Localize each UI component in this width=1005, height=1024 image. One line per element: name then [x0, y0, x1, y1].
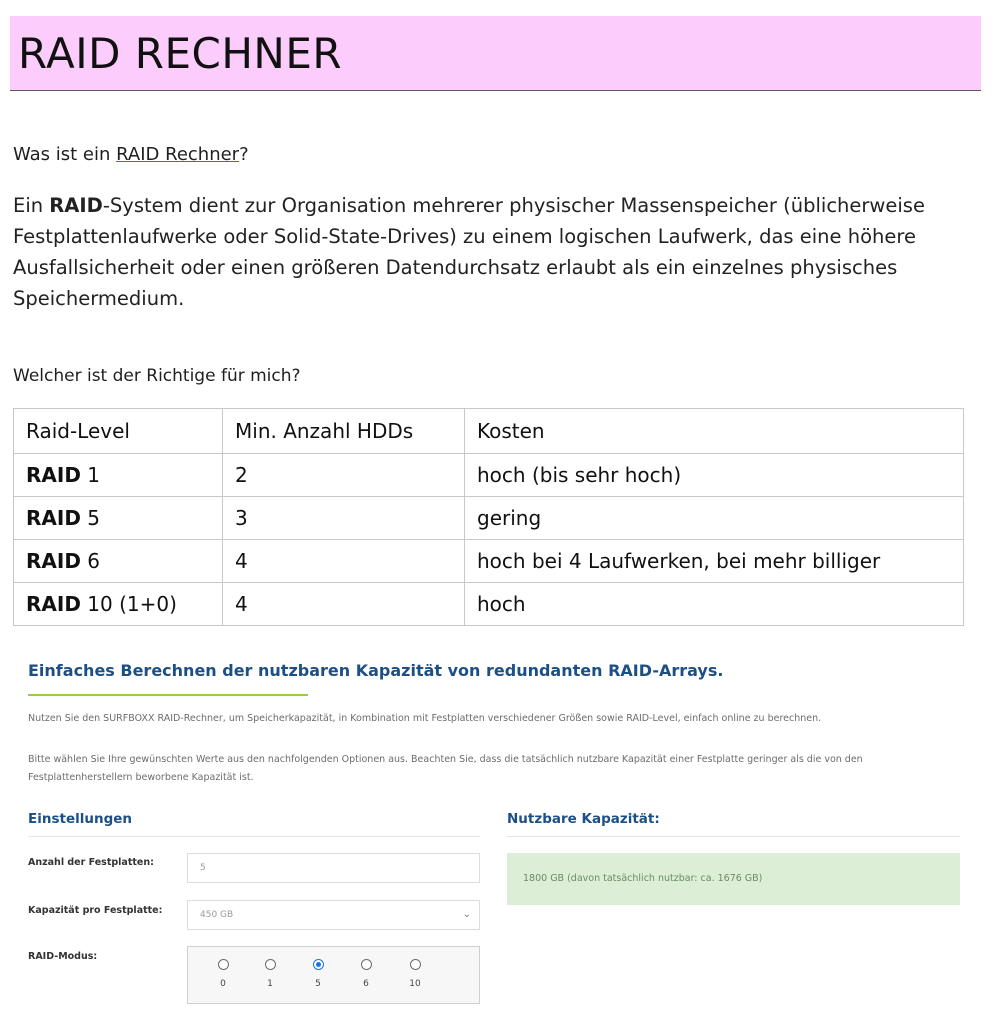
cell-level-bold: RAID	[26, 506, 81, 530]
result-text: 1800 GB (davon tatsächlich nutzbar: ca. 1676 GB)	[523, 873, 763, 884]
radio-button-0[interactable]	[218, 959, 229, 970]
radio-button-1[interactable]	[265, 959, 276, 970]
cell-min: 2	[223, 454, 465, 497]
title-underline	[28, 694, 308, 696]
raid-mode-option-6[interactable]	[351, 959, 381, 989]
raid-mode-option-5[interactable]	[303, 959, 333, 989]
chevron-down-icon: ⌄	[462, 909, 471, 920]
cell-level-bold: RAID	[26, 592, 81, 616]
raid-mode-label-5: 5	[315, 979, 321, 989]
table-row	[14, 497, 964, 540]
raid-mode-label: RAID-Modus:	[28, 951, 98, 962]
question-suffix: ?	[239, 144, 249, 165]
intro-text: -System dient zur Organisation mehrerer physischer Massenspeicher (üblicherweise Festplattenlaufwerke oder Solid-State-Drives) zu einem logischen Laufwerk, das eine höhere Ausfallsicherheit oder einen größeren Datendurchsatz erlaubt als ein einzelnes physisches Speichermedium.	[13, 194, 925, 310]
cell-cost: hoch bei 4 Laufwerken, bei mehr billiger	[465, 540, 964, 583]
calculator-description-2: Bitte wählen Sie Ihre gewünschten Werte aus den nachfolgenden Optionen aus. Beachten Sie, dass die tatsächlich nutzbare Kapazität einer Festplatte geringer als die von den Festplattenherstellern beworbene Kapazität ist.	[28, 754, 863, 783]
raid-mode-label-0: 0	[220, 979, 226, 989]
raid-mode-label-1: 1	[267, 979, 273, 989]
table-row	[14, 540, 964, 583]
cell-min: 3	[223, 497, 465, 540]
cell-level-num: 10 (1+0)	[80, 592, 177, 616]
intro-bold-raid: RAID	[49, 194, 103, 217]
capacity-selected-value: 450 GB	[200, 910, 234, 920]
result-divider	[507, 836, 960, 837]
cell-cost: hoch	[465, 583, 964, 626]
raid-mode-label-6: 6	[363, 979, 369, 989]
raid-mode-option-0[interactable]	[208, 959, 238, 989]
cell-level-bold: RAID	[26, 549, 81, 573]
page-title: RAID RECHNER	[18, 29, 343, 78]
header-kosten: Kosten	[465, 409, 964, 454]
raid-mode-option-10[interactable]	[400, 959, 430, 989]
question-what-is	[13, 144, 249, 165]
capacity-select[interactable]	[187, 900, 480, 930]
cell-level-num: 5	[80, 506, 101, 530]
capacity-label: Kapazität pro Festplatte:	[28, 905, 163, 916]
cell-level	[14, 454, 223, 497]
table-row	[14, 454, 964, 497]
result-box	[507, 853, 960, 905]
cell-level	[14, 497, 223, 540]
raid-table	[13, 408, 964, 626]
cell-cost: hoch (bis sehr hoch)	[465, 454, 964, 497]
radio-button-10[interactable]	[410, 959, 421, 970]
question-prefix: Was ist ein	[13, 144, 117, 165]
radio-button-6[interactable]	[361, 959, 372, 970]
raid-mode-label-10: 10	[409, 979, 421, 989]
disk-count-label: Anzahl der Festplatten:	[28, 857, 154, 868]
radio-button-5-selected[interactable]	[313, 959, 324, 970]
settings-divider	[28, 836, 480, 837]
result-heading: Nutzbare Kapazität:	[507, 811, 660, 827]
cell-level-num: 1	[80, 463, 101, 487]
intro-lead: Ein	[13, 194, 50, 217]
cell-level	[14, 583, 223, 626]
header-min-hdds: Min. Anzahl HDDs	[223, 409, 465, 454]
raid-rechner-link[interactable]: RAID Rechner	[116, 144, 240, 165]
cell-min: 4	[223, 583, 465, 626]
calculator-description-1: Nutzen Sie den SURFBOXX RAID-Rechner, um Speicherkapazität, in Kombination mit Festplatten verschiedener Größen sowie RAID-Level, einfach online zu berechnen.	[28, 713, 822, 724]
cell-level-num: 6	[80, 549, 101, 573]
cell-level	[14, 540, 223, 583]
disk-count-input[interactable]	[187, 853, 480, 883]
raid-mode-option-1[interactable]	[255, 959, 285, 989]
table-header-row	[14, 409, 964, 454]
cell-cost: gering	[465, 497, 964, 540]
intro-paragraph	[13, 190, 978, 314]
title-banner	[10, 16, 981, 91]
header-raid-level: Raid-Level	[14, 409, 223, 454]
calculator-title: Einfaches Berechnen der nutzbaren Kapazität von redundanten RAID-Arrays.	[28, 661, 724, 680]
table-row	[14, 583, 964, 626]
settings-heading: Einstellungen	[28, 811, 133, 827]
cell-min: 4	[223, 540, 465, 583]
cell-level-bold: RAID	[26, 463, 81, 487]
question-which: Welcher ist der Richtige für mich?	[13, 366, 301, 386]
raid-mode-group	[187, 946, 480, 1004]
